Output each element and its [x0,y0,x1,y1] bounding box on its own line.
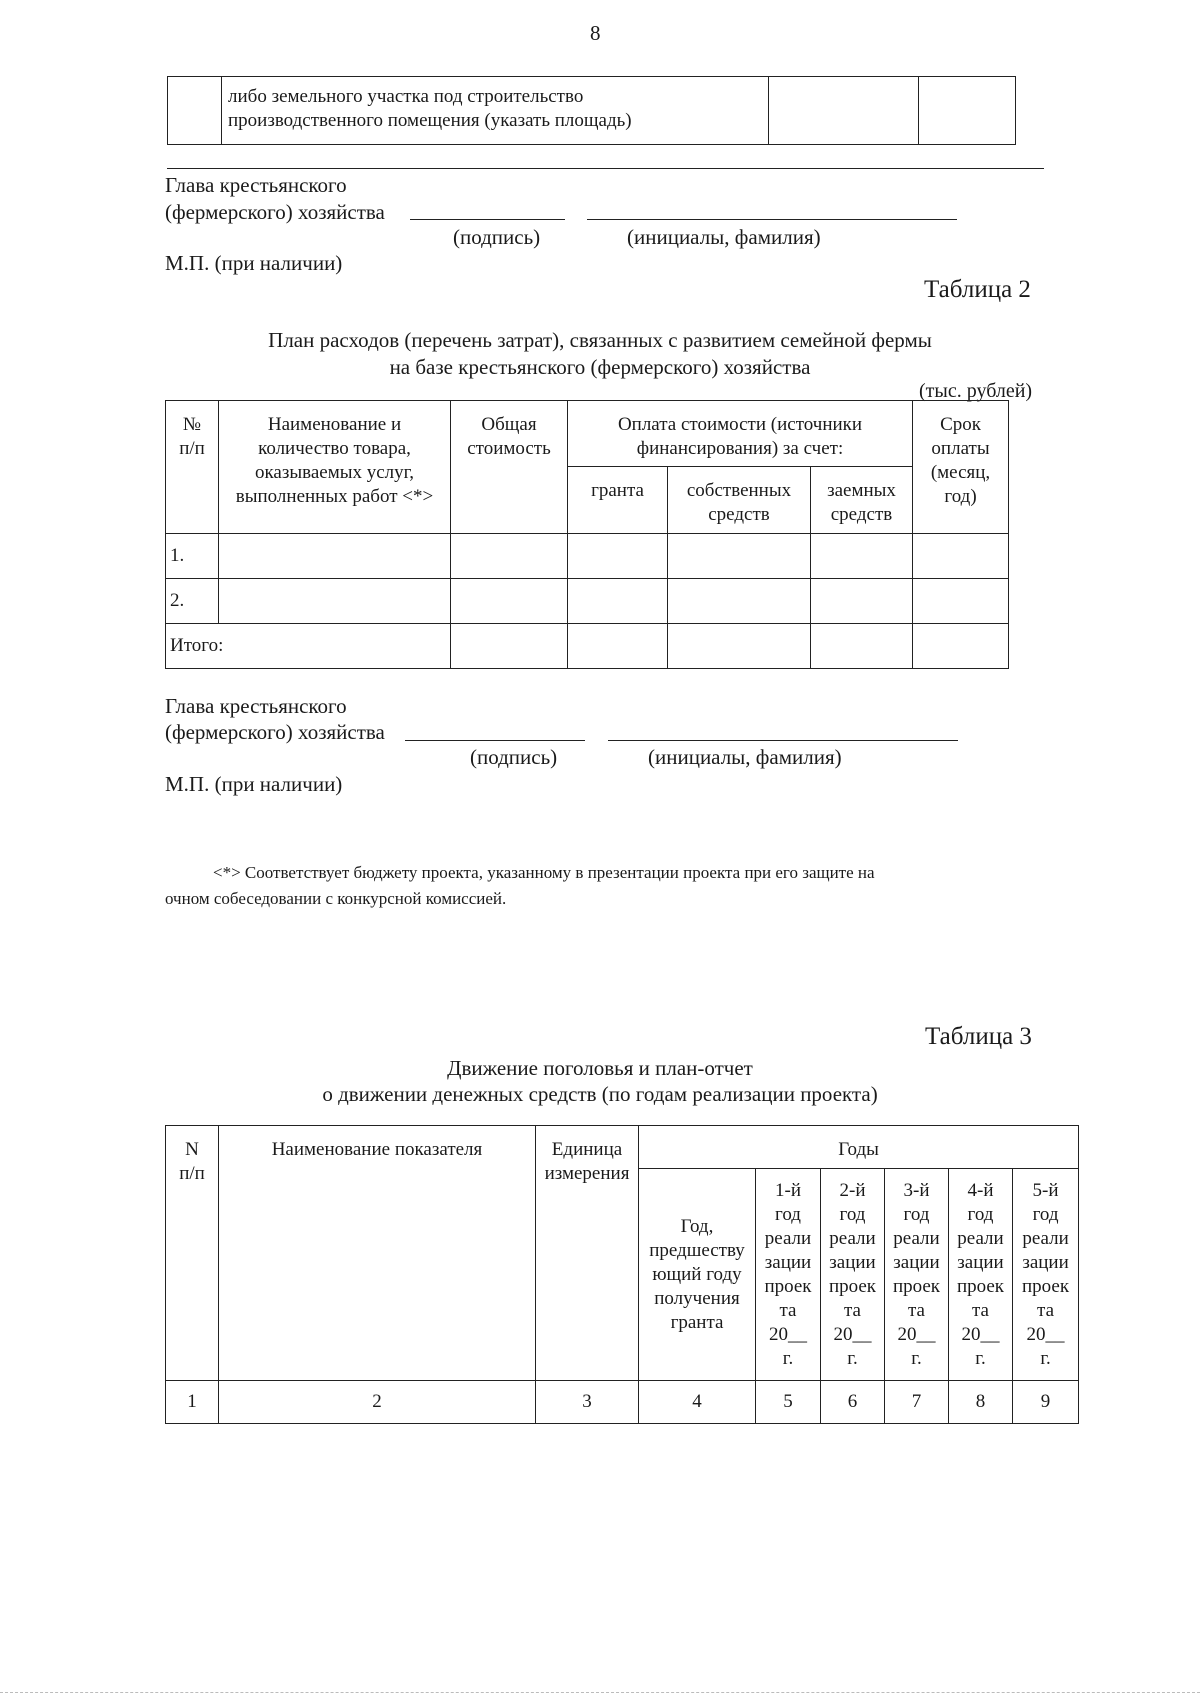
t3-year4-line6: та [972,1299,989,1321]
t3-year4-line1: 4-й [967,1179,994,1201]
t2-header-payment [568,401,913,467]
t2-total-grant [568,624,668,669]
t3-year3-line4: зации [893,1251,940,1273]
separator-line [167,168,1044,169]
t3-year5-line1: 5-й [1032,1179,1059,1201]
t2-total-term [913,624,1009,669]
t3-year2-line1: 2-й [839,1179,866,1201]
sig2-name-label: (инициалы, фамилия) [648,745,842,769]
t3-prev-year-line2: предшеству [649,1239,745,1261]
t2-header-term-line4: год) [944,486,977,507]
sig1-signature-label: (подпись) [453,225,541,249]
t2-row2-own [668,579,811,624]
table2 [165,400,1009,669]
t3-year3-line3: реали [893,1227,940,1249]
t2-total-borrowed [811,624,913,669]
t3-colnum-4: 4 [639,1381,756,1424]
t2-header-own [668,467,811,534]
t2-header-payment-line1: Оплата стоимости (источники [617,414,863,435]
sig1-stamp: М.П. (при наличии) [165,251,343,275]
t3-year1-line8: г. [782,1347,794,1369]
t3-year4-line7: 20__ [961,1323,1000,1345]
t2-header-total-line2: стоимость [467,438,551,459]
t3-year3-line5: проек [892,1275,941,1297]
t3-header-year2 [821,1169,885,1381]
t3-year1-line2: год [775,1203,801,1225]
t3-year2-line5: проек [828,1275,877,1297]
t3-prev-year-line1: Год, [680,1215,714,1237]
t3-header-num-line1: N [185,1139,199,1160]
t2-header-name-line2: количество товара, [258,438,411,459]
table2-label: Таблица 2 [924,276,1031,303]
t3-year1-line4: зации [764,1251,812,1273]
table3 [165,1125,1079,1424]
t3-year2-line6: та [844,1299,861,1321]
table1-text-cell [222,77,769,145]
t3-header-unit-line2: измерения [544,1163,630,1184]
t2-row2-term [913,579,1009,624]
t2-row2-name [219,579,451,624]
t3-colnum-1: 1 [166,1381,219,1424]
t3-header-unit-line1: Единица [551,1139,623,1160]
t2-row2-total [451,579,568,624]
t2-header-name-line3: оказываемых услуг, [254,462,415,483]
t3-header-years-text: Годы [838,1139,879,1160]
t3-year5-line5: проек [1022,1275,1070,1297]
t2-row-2 [166,579,1009,624]
t3-header-year1 [756,1169,821,1381]
t2-header-total [451,401,568,534]
t3-year5-line7: 20__ [1026,1323,1065,1345]
scan-edge-line [0,1692,1200,1693]
t2-total-total [451,624,568,669]
t2-row1-name [219,534,451,579]
t3-colnum-9: 9 [1013,1381,1079,1424]
t3-year3-line6: та [908,1299,925,1321]
t3-year1-line7: 20__ [769,1323,807,1345]
t3-header-name [219,1126,536,1381]
t2-header-term-line3: (месяц, [930,462,991,483]
t2-row1-own [668,534,811,579]
t2-header-num-line1: № [182,414,202,435]
t2-header-total-line1: Общая [481,414,537,435]
table1-text-line2: производственного помещения (указать площадь) [228,110,632,131]
t2-row1-borrowed [811,534,913,579]
table1 [167,76,1016,145]
t3-year5-line2: год [1032,1203,1059,1225]
t3-header-years [639,1126,1079,1169]
t3-colnum-5: 5 [756,1381,821,1424]
t3-header-name-text: Наименование показателя [271,1139,483,1160]
t3-year1-line6: та [779,1299,797,1321]
table1-cell3 [769,77,919,145]
t2-header-borrowed-line1: заемных [827,480,896,501]
t3-header-num-line2: п/п [179,1163,205,1184]
table3-label: Таблица 3 [925,1023,1032,1050]
t3-year3-line1: 3-й [903,1179,930,1201]
table1-cell4 [919,77,1016,145]
t3-prev-year-line5: гранта [670,1311,724,1333]
t3-year4-line5: проек [956,1275,1005,1297]
t2-header-payment-line2: финансирования) за счет: [636,438,844,459]
t2-row-total [166,624,1009,669]
t3-year1-line3: реали [764,1227,812,1249]
sig1-line1: Глава крестьянского [165,173,347,197]
t3-year4-line3: реали [957,1227,1004,1249]
sig1-line2: (фермерского) хозяйства [165,200,385,224]
t2-row1-grant [568,534,668,579]
t3-prev-year-line3: ющий году [652,1263,742,1285]
t3-year3-line8: г. [911,1347,922,1369]
t3-header-prev-year [639,1169,756,1381]
t2-header-num-line2: п/п [179,438,205,459]
sig2-line1: Глава крестьянского [165,694,347,718]
sig2-name-line [608,740,958,741]
t2-row1-total [451,534,568,579]
t2-header-term-line2: оплаты [931,438,990,459]
t2-header-own-line2: средств [708,504,770,525]
t2-header-num [166,401,219,534]
t2-row2-borrowed [811,579,913,624]
t3-colnum-7: 7 [885,1381,949,1424]
t3-year4-line2: год [967,1203,994,1225]
t3-year2-line4: зации [829,1251,876,1273]
t3-colnum-2: 2 [219,1381,536,1424]
t2-total-own [668,624,811,669]
t3-year5-line8: г. [1040,1347,1051,1369]
t2-header-term [913,401,1009,534]
t3-header-num [166,1126,219,1381]
t2-header-grant-text: гранта [591,480,644,501]
t2-row2-grant [568,579,668,624]
t2-header-own-line1: собственных [686,480,792,501]
sig1-name-line [587,219,957,220]
t2-header-name [219,401,451,534]
t3-year5-line6: та [1037,1299,1055,1321]
t3-colnum-8: 8 [949,1381,1013,1424]
table3-title-line2: о движении денежных средств (по годам реализации проекта) [322,1082,878,1106]
table2-title-line2: на базе крестьянского (фермерского) хозяйства [389,355,811,379]
sig2-signature-line [405,740,585,741]
t3-year5-line3: реали [1022,1227,1069,1249]
t3-year2-line3: реали [829,1227,876,1249]
sig2-line2: (фермерского) хозяйства [165,720,385,744]
t2-row1-term [913,534,1009,579]
t3-year1-line1: 1-й [775,1179,801,1201]
t2-header-name-line4: выполненных работ <*> [235,486,434,507]
sig2-stamp: М.П. (при наличии) [165,772,343,796]
t3-year2-line8: г. [847,1347,858,1369]
t3-prev-year-line4: получения [654,1287,740,1309]
t3-header-year4 [949,1169,1013,1381]
sig1-name-label: (инициалы, фамилия) [627,225,821,249]
sig2-signature-label: (подпись) [470,745,558,769]
table1-num-cell [168,77,222,145]
t2-row1-num: 1. [166,534,219,579]
t2-row2-num: 2. [166,579,219,624]
t3-year3-line2: год [903,1203,930,1225]
t2-total-label: Итого: [166,624,451,669]
t2-header-borrowed-line2: средств [830,504,893,525]
t3-year3-line7: 20__ [897,1323,936,1345]
t3-year2-line2: год [839,1203,866,1225]
footnote-line1: <*> Соответствует бюджету проекта, указанному в презентации проекта при его защите на [213,863,875,882]
t3-header-unit [536,1126,639,1381]
t3-colnum-3: 3 [536,1381,639,1424]
t3-year4-line8: г. [975,1347,986,1369]
t3-year1-line5: проек [764,1275,812,1297]
t2-header-term-line1: Срок [940,414,981,435]
t2-row-1 [166,534,1009,579]
t2-header-name-line1: Наименование и [267,414,402,435]
t3-year2-line7: 20__ [833,1323,872,1345]
table2-units: (тыс. рублей) [919,380,1033,402]
table1-text-line1: либо земельного участка под строительство [228,86,584,107]
t3-column-numbers-row [166,1381,1079,1424]
page-number: 8 [590,21,601,45]
t3-colnum-6: 6 [821,1381,885,1424]
sig1-signature-line [410,219,565,220]
t3-year5-line4: зации [1022,1251,1069,1273]
table2-title-line1: План расходов (перечень затрат), связанных с развитием семейной фермы [268,328,932,352]
table3-title-line1: Движение поголовья и план-отчет [447,1056,753,1080]
t3-header-year5 [1013,1169,1079,1381]
t3-year4-line4: зации [957,1251,1004,1273]
t3-header-year3 [885,1169,949,1381]
t2-header-borrowed [811,467,913,534]
t2-header-grant [568,467,668,534]
footnote-line2: очном собеседовании с конкурсной комиссией. [165,889,507,908]
